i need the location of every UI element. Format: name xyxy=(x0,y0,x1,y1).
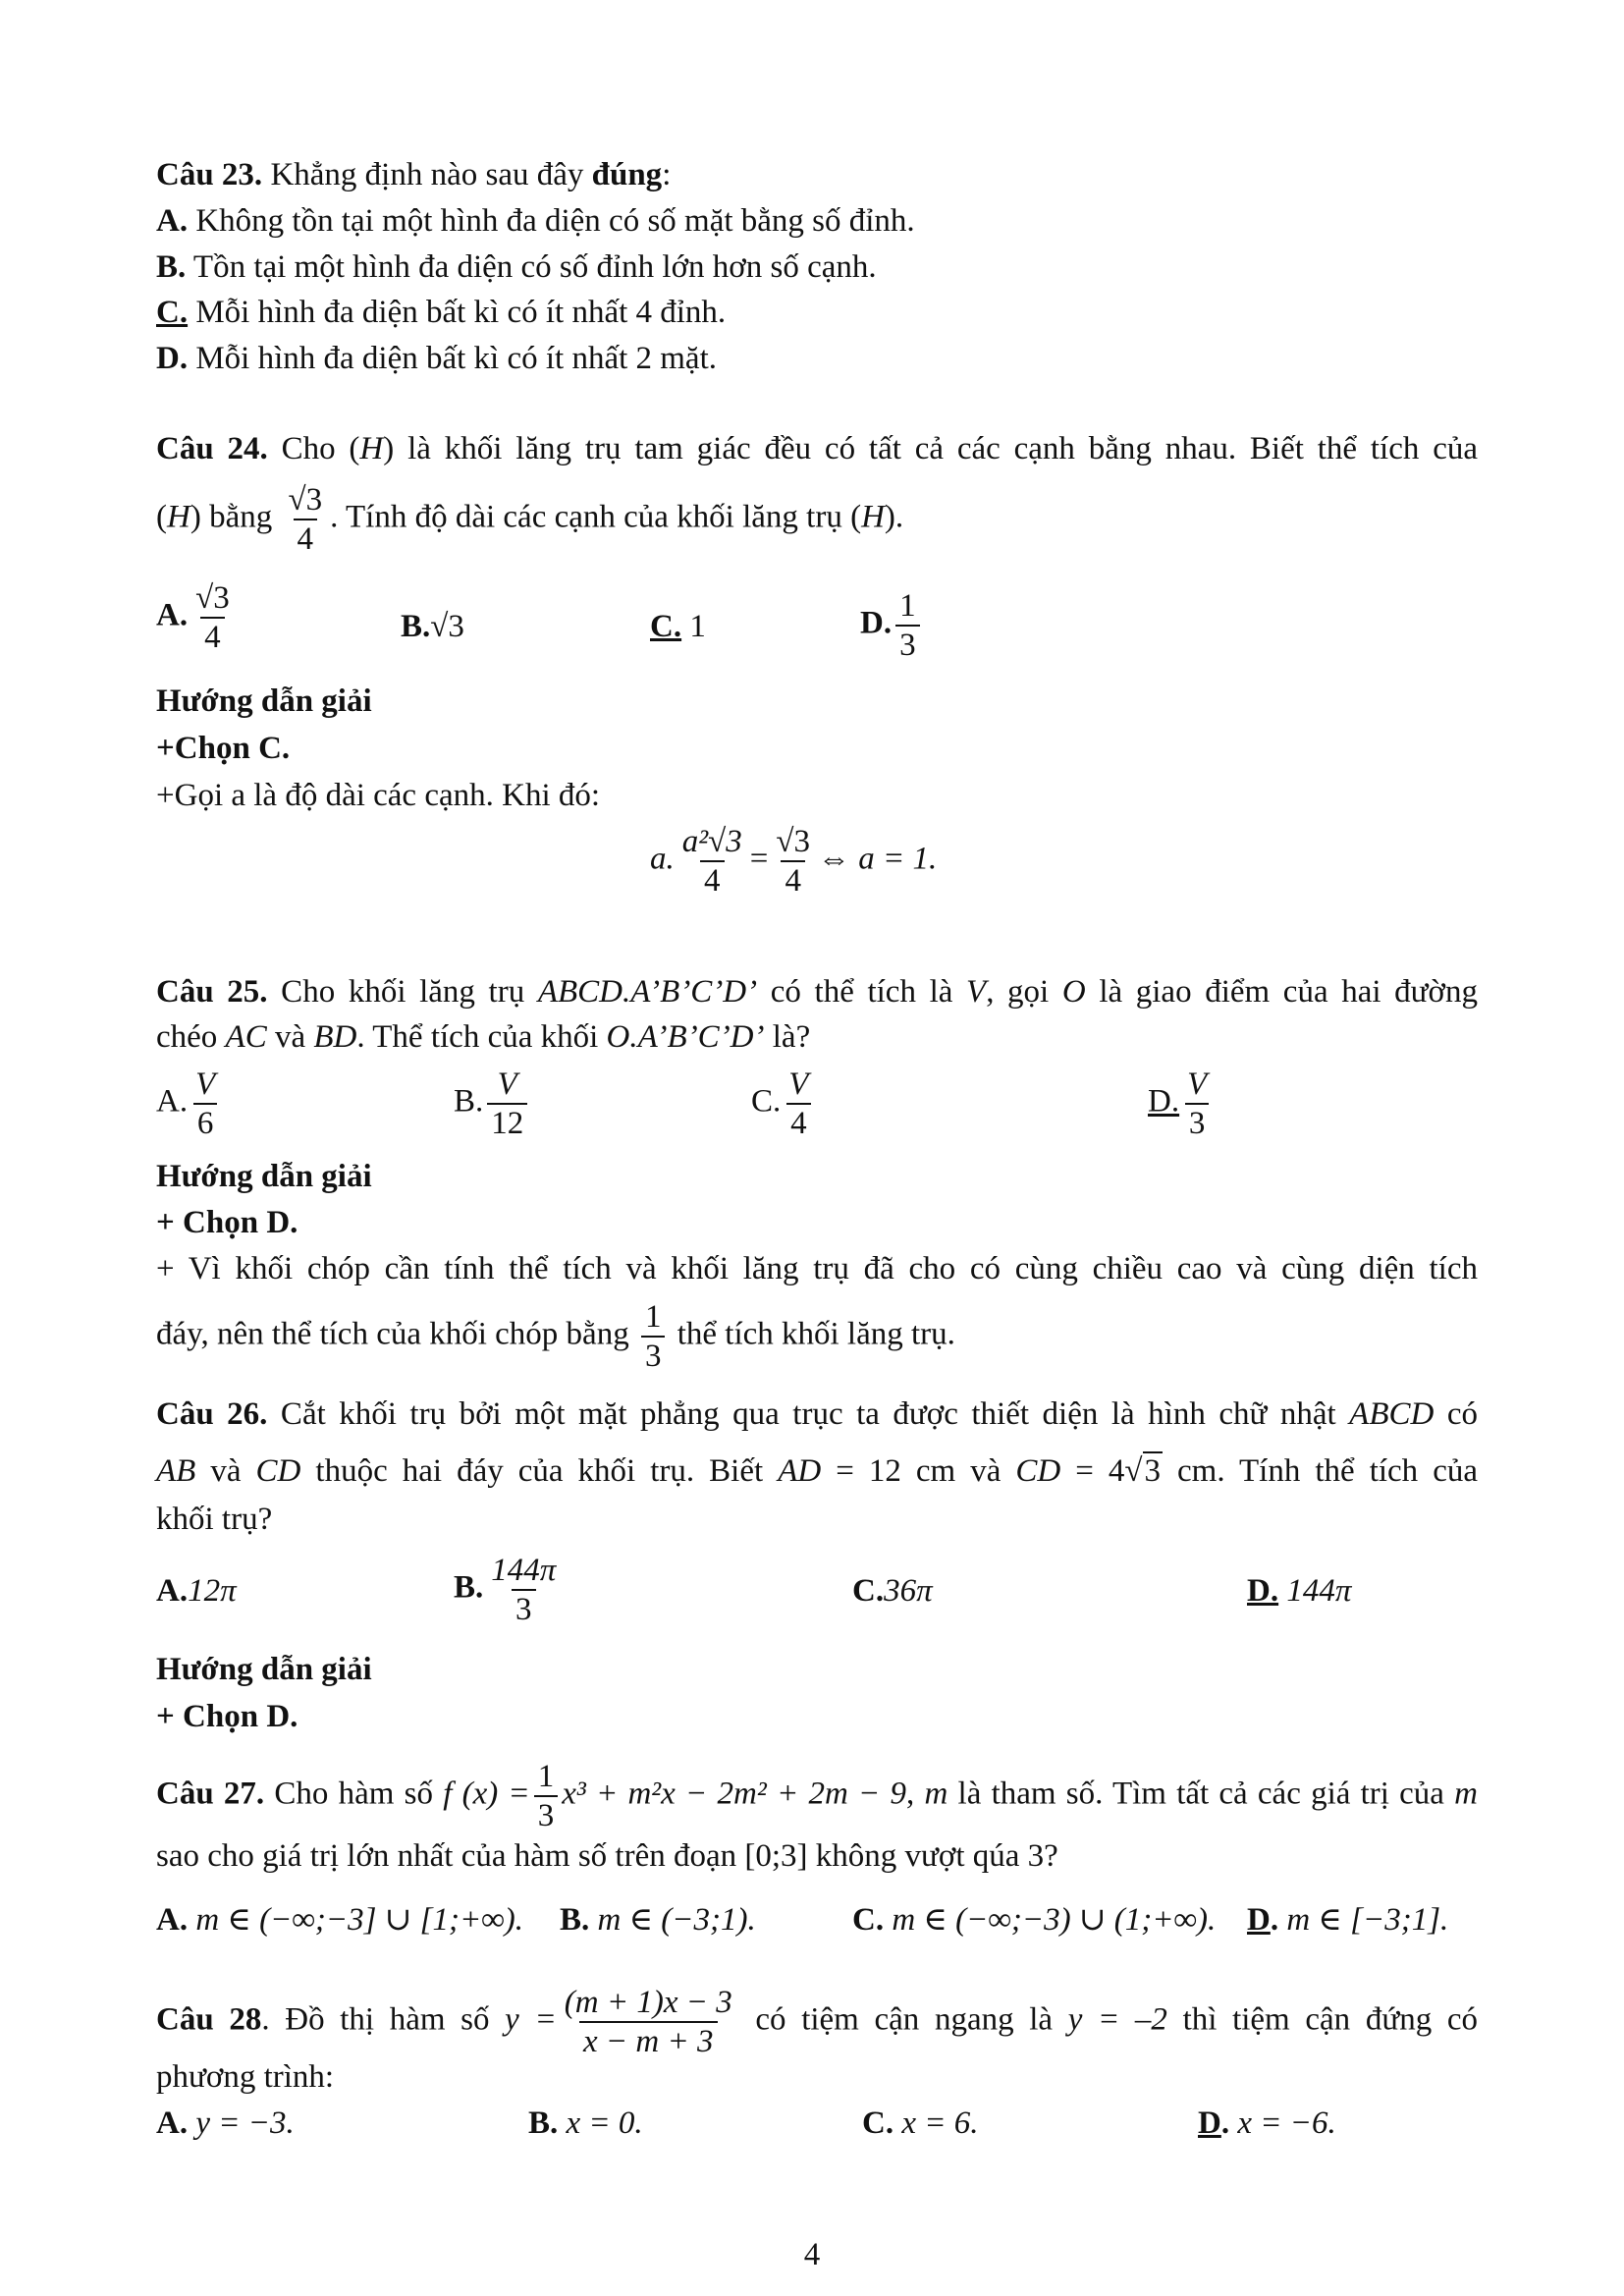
q26-stem-line3: khối trụ? xyxy=(156,1502,273,1537)
q27-option-d: D. m ∈ [−3;1]. xyxy=(1247,1902,1449,1938)
q26-choice: + Chọn D. xyxy=(156,1699,298,1734)
q27-option-a: A. m ∈ (−∞;−3] ∪ [1;+∞). xyxy=(156,1902,524,1938)
q25-guide-heading: Hướng dẫn giải xyxy=(156,1159,372,1194)
q24-equation: a. $\frac{\text{a²√3}}{4}$ = $\frac{√3}{4}$ ⇔ a = 1. xyxy=(650,824,938,899)
q23-stem: Câu 23. Khẳng định nào sau đây đúng: xyxy=(156,157,672,192)
q24-choice: +Chọn C. xyxy=(156,731,291,766)
q28-option-b: B. x = 0. xyxy=(528,2105,643,2141)
q26-option-c: C.36π xyxy=(852,1573,933,1609)
q23-label: Câu 23. xyxy=(156,157,263,192)
q25-option-a: A. $\frac{V}{6}$ xyxy=(156,1066,223,1142)
q28-option-d: D. x = −6. xyxy=(1198,2105,1336,2141)
q24-volume-fraction: $\frac{√3}{4}$ xyxy=(288,482,323,557)
q24-option-b: B.√3 xyxy=(401,609,464,644)
q25-option-b: B. $\frac{V}{12}$ xyxy=(454,1066,531,1142)
page-number: 4 xyxy=(803,2237,821,2272)
q26-stem-line2: AB và CD thuộc hai đáy của khối trụ. Biết AD = 12 cm và CD = 4√3 cm. Tính thể tích của xyxy=(156,1453,1478,1489)
q23-option-d: D. Mỗi hình đa diện bất kì có ít nhất 2 mặt. xyxy=(156,341,718,376)
q25-option-c: C. $\frac{V}{4}$ xyxy=(751,1066,816,1142)
q25-stem-line1: Câu 25. Cho khối lăng trụ ABCD.A’B’C’D’ có thể tích là V, gọi O là giao điểm của hai đường xyxy=(156,974,1478,1010)
q27-option-c: C. m ∈ (−∞;−3) ∪ (1;+∞). xyxy=(852,1902,1217,1938)
q26-stem-line1: Câu 26. Cắt khối trụ bởi một mặt phẳng qua trục ta được thiết diện là hình chữ nhật ABCD có xyxy=(156,1396,1478,1432)
q25-stem-line2: chéo AC và BD. Thể tích của khối O.A’B’C’D’ là? xyxy=(156,1019,811,1055)
q23-option-c: C. Mỗi hình đa diện bất kì có ít nhất 4 đỉnh. xyxy=(156,295,727,330)
q28-option-c: C. x = 6. xyxy=(862,2105,979,2141)
q23-option-a: A. Không tồn tại một hình đa diện có số mặt bằng số đỉnh. xyxy=(156,203,915,239)
q25-solution-line1: + Vì khối chóp cần tính thể tích và khối lăng trụ đã cho có cùng chiều cao và cùng diện tích xyxy=(156,1251,1478,1286)
q26-guide-heading: Hướng dẫn giải xyxy=(156,1652,372,1687)
q24-solution: +Gọi a là độ dài các cạnh. Khi đó: xyxy=(156,778,601,813)
q24-option-d: D. $\frac{1}{3}$ xyxy=(860,587,924,664)
q26-option-a: A.12π xyxy=(156,1573,237,1609)
q24-guide-heading: Hướng dẫn giải xyxy=(156,683,372,719)
q24-option-a: A. $\frac{√3}{4}$ xyxy=(156,580,230,655)
q26-option-b: B. $\frac{144\pi}{3}$ xyxy=(454,1553,557,1627)
q23-option-b: B. Tồn tại một hình đa diện có số đỉnh lớn hơn số cạnh. xyxy=(156,249,877,285)
q25-solution-line2: đáy, nên thể tích của khối chóp bằng $\frac{1}{3}$ thể tích khối lăng trụ. xyxy=(156,1299,955,1374)
q28-stem-line2: phương trình: xyxy=(156,2059,335,2095)
q24-stem-line1: Câu 24. Cho (H) là khối lăng trụ tam giác đều có tất cả các cạnh bằng nhau. Biết thể tích của xyxy=(156,431,1478,466)
q28-stem-line1: Câu 28. Đồ thị hàm số y = $\frac{(m + 1)x - 3}{x - m + 3}$ có tiệm cận ngang là y = –2 thì tiệm cận đứng có xyxy=(156,1985,1479,2059)
q27-stem-line1: Câu 27. Cho hàm số f (x) = $\frac{1}{3}$ x³ + m²x − 2m² + 2m − 9, m là tham số. Tìm tất cả các giá trị của m xyxy=(156,1759,1479,1833)
q25-option-d: D. $\frac{V}{3}$ xyxy=(1148,1066,1215,1142)
q24-stem-line2: (H) bằng $\frac{√3}{4}$ . Tính độ dài các cạnh của khối lăng trụ (H). xyxy=(156,482,904,557)
q27-option-b: B. m ∈ (−3;1). xyxy=(560,1902,756,1938)
q26-option-d: D. 144π xyxy=(1247,1573,1352,1609)
q25-choice: + Chọn D. xyxy=(156,1205,298,1240)
q24-option-c: C. 1 xyxy=(650,609,706,644)
q27-stem-line2: sao cho giá trị lớn nhất của hàm số trên đoạn [0;3] không vượt qúa 3? xyxy=(156,1838,1058,1874)
q28-option-a: A. y = −3. xyxy=(156,2105,295,2141)
